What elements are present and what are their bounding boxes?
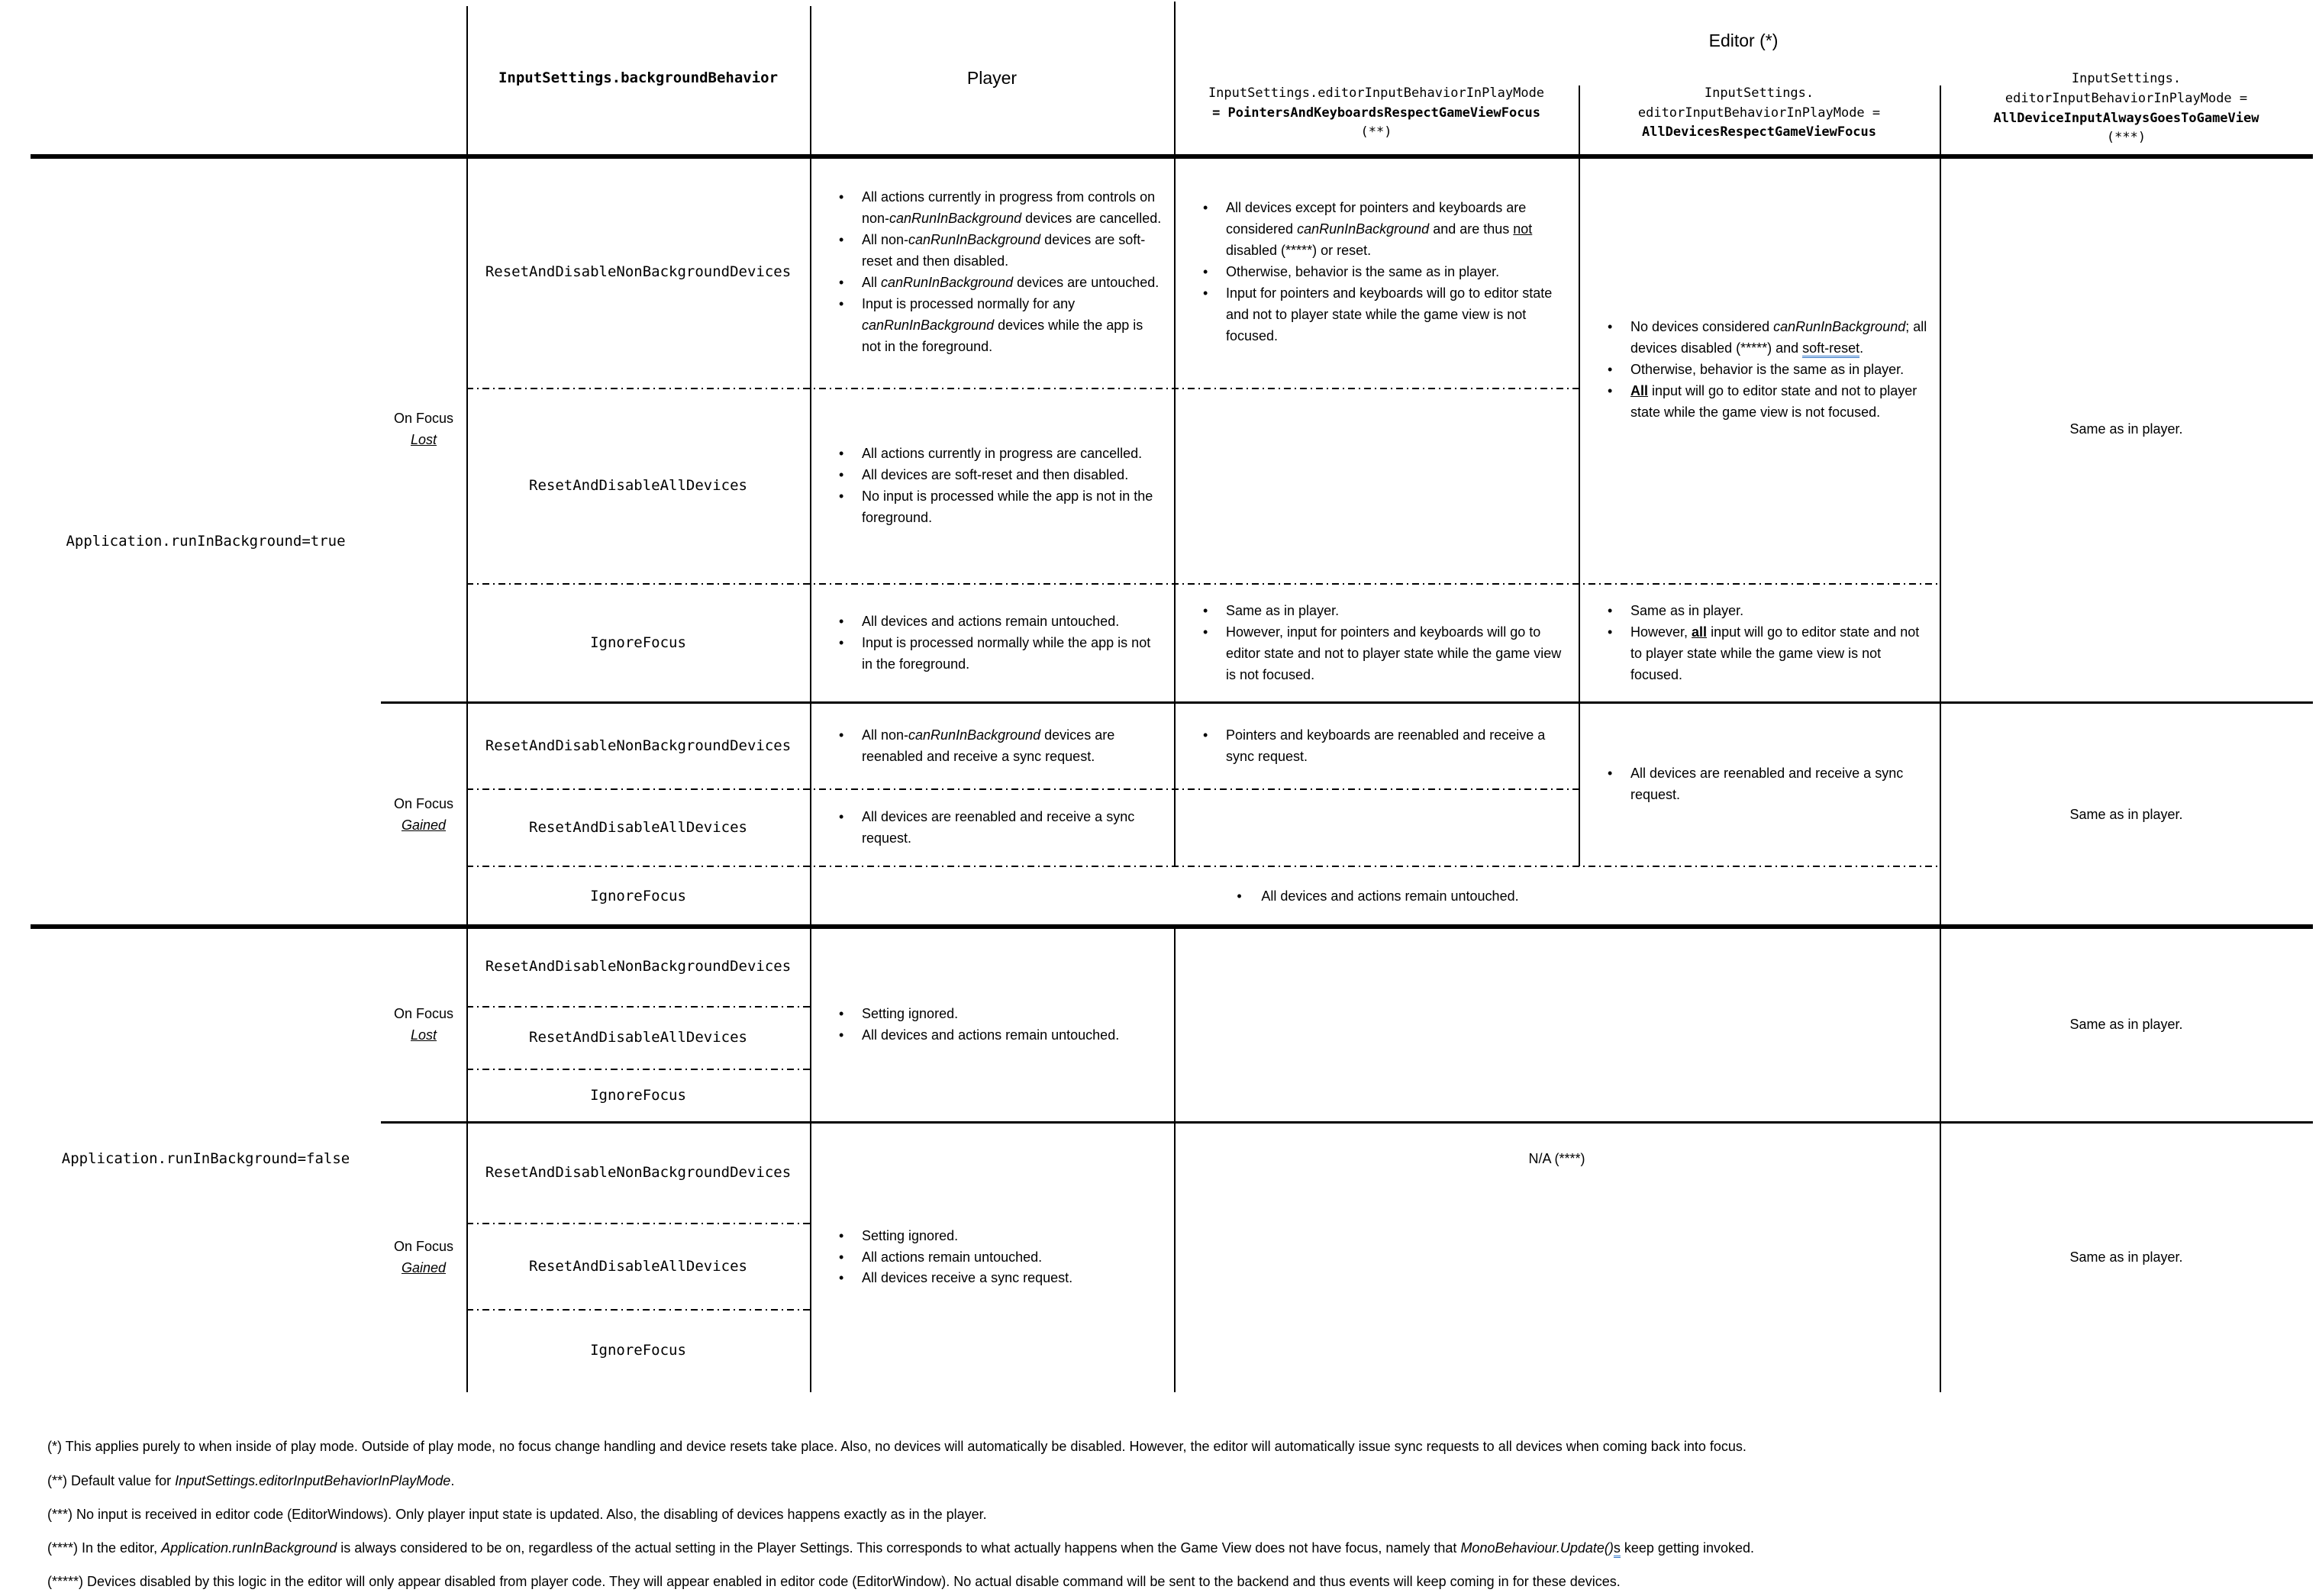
row-label-ignore-focus bbox=[466, 1069, 810, 1123]
same-as-player-text: Same as in player. bbox=[2069, 1249, 2183, 1265]
border-editor-mode1-mode2 bbox=[1579, 85, 1580, 866]
bullet-item: • Otherwise, behavior is the same as in player. bbox=[1194, 262, 1568, 283]
border-false-lost-gained-divider bbox=[381, 1121, 2313, 1124]
bullet-item: • No devices considered canRunInBackground; all devices disabled (*****) and soft-reset. bbox=[1598, 317, 1929, 360]
bullet-list bbox=[810, 725, 1174, 768]
bullet-item: • Setting ignored. bbox=[830, 1226, 1163, 1247]
behavior-label: ResetAndDisableNonBackgroundDevices bbox=[485, 263, 792, 281]
row-label-reset-non-background bbox=[466, 1123, 810, 1224]
header-background-behavior-label: InputSettings.backgroundBehavior bbox=[498, 69, 779, 86]
header-line: (***) bbox=[2106, 130, 2146, 146]
header-line: InputSettings. bbox=[2071, 70, 2182, 86]
bullet-item: • All devices and actions remain untouched. bbox=[830, 1025, 1163, 1046]
behavior-label: ResetAndDisableAllDevices bbox=[529, 1029, 747, 1046]
bullet-list bbox=[1579, 601, 1940, 686]
header-editor-mode-pointers-respect bbox=[1174, 70, 1579, 156]
row-group-false-on-focus-gained bbox=[381, 1123, 466, 1392]
border-col-editor-left-upper bbox=[1174, 2, 1176, 866]
row-label-reset-all bbox=[466, 1007, 810, 1069]
bullet-list bbox=[810, 187, 1174, 357]
same-as-player-text: Same as in player. bbox=[2069, 806, 2183, 822]
cell-false-gained-player bbox=[810, 1123, 1174, 1392]
cell-true-gained-alldevices-merged bbox=[1579, 703, 1940, 866]
divider-dashed bbox=[466, 788, 1579, 790]
header-editor-mode-allinput-gameview bbox=[1940, 61, 2313, 156]
bullet-item: • All devices and actions remain untouched. bbox=[830, 611, 1163, 633]
row-group-true-on-focus-gained bbox=[381, 703, 466, 927]
header-line: = PointersAndKeyboardsRespectGameViewFocus bbox=[1212, 105, 1540, 121]
behavior-label: IgnoreFocus bbox=[590, 1342, 686, 1359]
focus-label-line: Lost bbox=[410, 1027, 437, 1043]
bullet-item: • All actions currently in progress from controls on non-canRunInBackground devices are cancelled. bbox=[830, 187, 1163, 230]
bullet-item: • All non-canRunInBackground devices are reenabled and receive a sync request. bbox=[830, 725, 1163, 768]
cell-false-gained-allinput-same-as-player bbox=[1940, 1123, 2313, 1392]
behavior-label: ResetAndDisableAllDevices bbox=[529, 818, 747, 836]
behavior-label: IgnoreFocus bbox=[590, 634, 686, 652]
behavior-label: IgnoreFocus bbox=[590, 887, 686, 904]
bullet-item: • All non-canRunInBackground devices are soft-reset and then disabled. bbox=[830, 230, 1163, 272]
header-line: editorInputBehaviorInPlayMode = bbox=[1637, 105, 1881, 121]
bullet-list bbox=[810, 807, 1174, 850]
border-true-lost-gained-divider bbox=[381, 701, 2313, 704]
focus-label-line: On Focus bbox=[393, 1005, 454, 1021]
header-line: (**) bbox=[1360, 124, 1392, 140]
bullet-list bbox=[1579, 317, 1940, 423]
bullet-list bbox=[810, 443, 1174, 529]
row-label-ignore-focus bbox=[466, 866, 810, 927]
bullet-item: • Pointers and keyboards are reenabled and receive a sync request. bbox=[1194, 725, 1568, 768]
cell-false-lost-allinput-same-as-player bbox=[1940, 927, 2313, 1123]
bullet-item: • All devices receive a sync request. bbox=[830, 1268, 1163, 1289]
bullet-item: • Same as in player. bbox=[1194, 601, 1568, 622]
cell-true-lost-ignore-player bbox=[810, 584, 1174, 703]
border-col-editor-left-lower bbox=[1174, 927, 1176, 1392]
bullet-item: • Input is processed normally for any canRunInBackground devices while the app is not in the foreground. bbox=[830, 294, 1163, 358]
behavior-label: IgnoreFocus bbox=[590, 1087, 686, 1104]
na-text: N/A (****) bbox=[1528, 1151, 1585, 1167]
row-label-reset-non-background bbox=[466, 927, 810, 1007]
cell-true-lost-resetall-player bbox=[810, 389, 1174, 584]
run-in-background-false-label: Application.runInBackground=false bbox=[61, 1150, 350, 1168]
cell-true-lost-resetnonbg-player bbox=[810, 156, 1174, 389]
behavior-label: ResetAndDisableAllDevices bbox=[529, 477, 747, 495]
header-line: InputSettings. bbox=[1704, 85, 1814, 101]
run-in-background-true-label: Application.runInBackground=true bbox=[66, 532, 346, 550]
cell-true-lost-resetnonbg-pointers bbox=[1174, 156, 1579, 389]
same-as-player-text: Same as in player. bbox=[2069, 421, 2183, 437]
header-player-label: Player bbox=[966, 67, 1018, 88]
footnote-editor-run-in-background: (****) In the editor, Application.runInBackground is always considered to be on, regardless of the actual setting in the Player Settings. This corresponds to what actually happens when the Game View does not have focus, namely that MonoBehaviour.Update()s keep getting invoked. bbox=[47, 1539, 1754, 1557]
bullet-item: • Otherwise, behavior is the same as in player. bbox=[1598, 360, 1929, 381]
row-label-reset-non-background bbox=[466, 703, 810, 789]
header-line: InputSettings.editorInputBehaviorInPlayMode bbox=[1208, 85, 1545, 101]
row-label-reset-non-background bbox=[466, 156, 810, 389]
divider-dashed bbox=[466, 1223, 810, 1224]
divider-dashed bbox=[466, 1006, 810, 1008]
cell-false-editor-na bbox=[1174, 927, 1940, 1392]
bullet-item: • All canRunInBackground devices are untouched. bbox=[830, 272, 1163, 294]
header-player bbox=[810, 0, 1174, 156]
focus-label-line: Lost bbox=[410, 432, 437, 447]
behavior-label: ResetAndDisableNonBackgroundDevices bbox=[485, 957, 792, 975]
row-label-reset-all bbox=[466, 389, 810, 584]
bullet-list bbox=[1174, 198, 1579, 347]
bullet-item: • However, all input will go to editor state and not to player state while the game view is not focused. bbox=[1598, 622, 1929, 686]
divider-dashed bbox=[466, 583, 1940, 585]
bullet-item: • No input is processed while the app is not in the foreground. bbox=[830, 486, 1163, 529]
border-editor-mode2-mode3 bbox=[1940, 85, 1941, 1392]
focus-label-line: On Focus bbox=[393, 795, 454, 811]
footnote-disabled-devices: (*****) Devices disabled by this logic in the editor will only appear disabled from player code. They will appear enabled in editor code (EditorWindow). No actual disable command will be sent to the backend and thus events will keep coming in for these devices. bbox=[47, 1574, 1621, 1589]
bullet-item: • All actions currently in progress are cancelled. bbox=[830, 443, 1163, 465]
header-line: AllDeviceInputAlwaysGoesToGameView bbox=[1993, 110, 2259, 126]
cell-true-gained-allinput-same-as-player bbox=[1940, 703, 2313, 927]
bullet-item bbox=[1230, 886, 1518, 908]
footnote-no-editor-input: (***) No input is received in editor code (EditorWindows). Only player input state is updated. Also, the disabling of devices happens exactly as in the player. bbox=[47, 1507, 987, 1522]
header-background-behavior bbox=[466, 0, 810, 156]
header-editor-mode-alldevices-respect bbox=[1579, 70, 1940, 156]
cell-true-lost-allinput-same-as-player bbox=[1940, 156, 2313, 703]
focus-label-line: Gained bbox=[401, 1259, 447, 1275]
cell-true-lost-alldevices-merged bbox=[1579, 156, 1940, 584]
row-group-true-on-focus-lost bbox=[381, 156, 466, 703]
bullet-list bbox=[1174, 725, 1579, 768]
divider-dashed bbox=[466, 1069, 810, 1070]
border-true-false-divider bbox=[31, 924, 2313, 929]
behavior-label: ResetAndDisableAllDevices bbox=[529, 1257, 747, 1275]
divider-dashed bbox=[466, 866, 1940, 867]
divider-dashed bbox=[466, 1309, 810, 1311]
bullet-list bbox=[810, 1226, 1174, 1290]
bullet-icon: • bbox=[1237, 888, 1242, 904]
footnote-default-value: (**) Default value for InputSettings.editorInputBehaviorInPlayMode. bbox=[47, 1473, 455, 1488]
bullet-item: • However, input for pointers and keyboards will go to editor state and not to player state while the game view is not focused. bbox=[1194, 622, 1568, 686]
footnote-play-mode: (*) This applies purely to when inside of play mode. Outside of play mode, no focus change handling and device resets take place. Also, no devices will automatically be disabled. However, the editor will automatically issue sync requests to all devices when coming back into focus. bbox=[47, 1439, 1747, 1454]
header-line: AllDevicesRespectGameViewFocus bbox=[1641, 124, 1877, 140]
row-label-reset-all bbox=[466, 1224, 810, 1310]
behavior-label: ResetAndDisableNonBackgroundDevices bbox=[485, 737, 792, 754]
row-group-false-on-focus-lost bbox=[381, 927, 466, 1123]
cell-true-gained-resetnonbg-pointers bbox=[1174, 703, 1579, 789]
row-label-ignore-focus bbox=[466, 584, 810, 703]
border-col-behavior-left bbox=[466, 6, 468, 1392]
bullet-item: • Same as in player. bbox=[1598, 601, 1929, 622]
row-label-reset-all bbox=[466, 789, 810, 866]
bullet-list bbox=[810, 611, 1174, 675]
row-group-run-in-background-true bbox=[31, 156, 381, 927]
focus-label-line: On Focus bbox=[393, 1238, 454, 1254]
bullet-item: • Input is processed normally while the app is not in the foreground. bbox=[830, 633, 1163, 675]
row-label-ignore-focus bbox=[466, 1310, 810, 1392]
bullet-text: All devices and actions remain untouched. bbox=[1261, 888, 1519, 904]
bullet-item: • Setting ignored. bbox=[830, 1004, 1163, 1025]
cell-true-gained-resetall-player bbox=[810, 789, 1174, 866]
bullet-item: • All devices except for pointers and keyboards are considered canRunInBackground and are thus not disabled (*****) or reset. bbox=[1194, 198, 1568, 262]
cell-true-lost-ignore-pointers bbox=[1174, 584, 1579, 703]
divider-dashed bbox=[466, 388, 1579, 389]
behavior-label: ResetAndDisableNonBackgroundDevices bbox=[485, 1164, 792, 1182]
bullet-list bbox=[1579, 763, 1940, 806]
row-group-run-in-background-false bbox=[31, 927, 381, 1392]
bullet-item: • All devices are reenabled and receive a sync request. bbox=[1598, 763, 1929, 806]
border-header-bottom bbox=[31, 154, 2313, 159]
bullet-item: • All input will go to editor state and not to player state while the game view is not focused. bbox=[1598, 381, 1929, 424]
header-line: editorInputBehaviorInPlayMode = bbox=[2005, 90, 2248, 106]
cell-false-lost-player bbox=[810, 927, 1174, 1123]
header-editor-group-label: Editor (*) bbox=[1708, 31, 1779, 51]
bullet-list bbox=[1174, 601, 1579, 686]
focus-label-line: Gained bbox=[401, 817, 447, 833]
bullet-item: • All devices are reenabled and receive a sync request. bbox=[830, 807, 1163, 850]
cell-true-gained-ignore-merged bbox=[810, 866, 1940, 927]
bullet-item: • Input for pointers and keyboards will go to editor state and not to player state while the game view is not focused. bbox=[1194, 283, 1568, 347]
same-as-player-text: Same as in player. bbox=[2069, 1016, 2183, 1032]
cell-true-lost-ignore-alldevices bbox=[1579, 584, 1940, 703]
bullet-list bbox=[810, 1004, 1174, 1046]
border-col-player-left bbox=[810, 6, 811, 1392]
bullet-item: • All actions remain untouched. bbox=[830, 1247, 1163, 1269]
bullet-item: • All devices are soft-reset and then disabled. bbox=[830, 465, 1163, 486]
cell-true-gained-resetnonbg-player bbox=[810, 703, 1174, 789]
focus-label-line: On Focus bbox=[393, 411, 454, 427]
